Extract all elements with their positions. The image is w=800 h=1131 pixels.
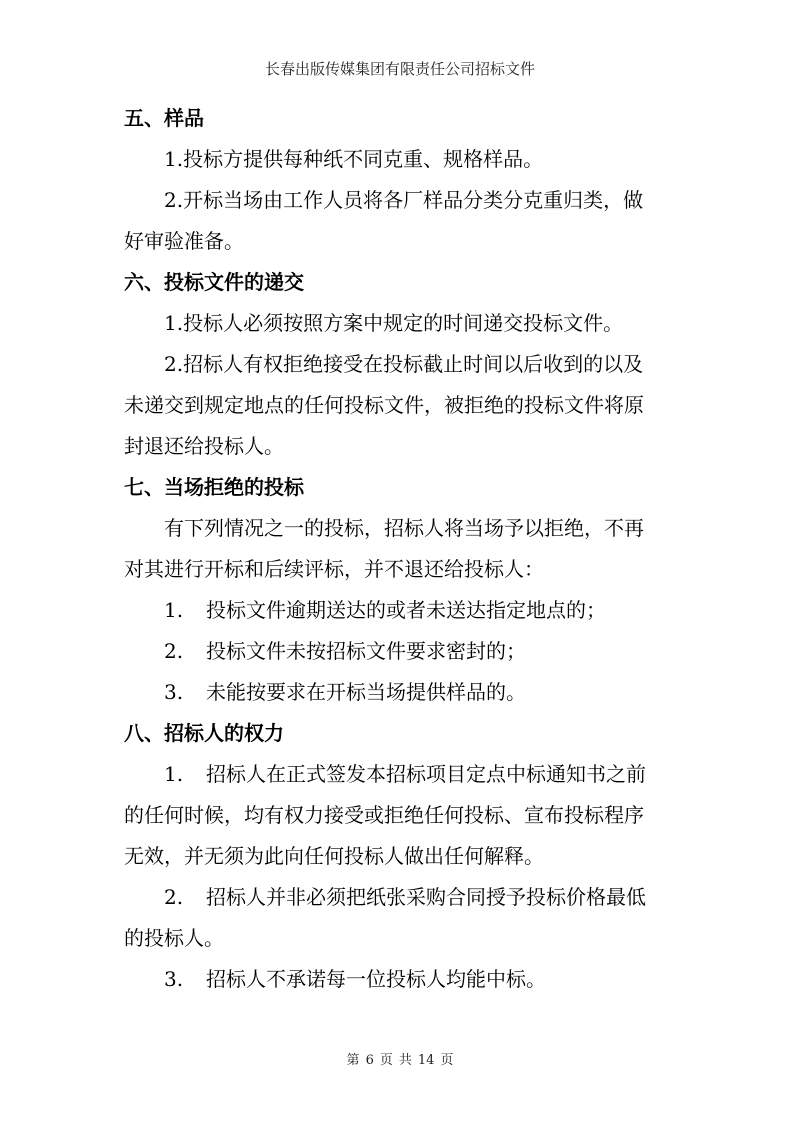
list-item — [124, 590, 684, 631]
paragraph-line: 2.招标人有权拒绝接受在投标截止时间以后收到的以及 — [164, 352, 644, 376]
footer-prefix: 第 — [346, 1053, 360, 1068]
footer-middle: 共 — [398, 1053, 412, 1068]
paragraph-line: 1.投标人必须按照方案中规定的时间递交投标文件。 — [164, 311, 624, 335]
paragraph-line: 好审验准备。 — [124, 229, 244, 253]
list-number: 2. — [164, 639, 184, 663]
paragraph-line: 未递交到规定地点的任何投标文件，被拒绝的投标文件将原 — [124, 393, 644, 417]
page-footer — [0, 1049, 800, 1068]
document-body — [124, 98, 684, 1000]
list-item-text: 投标文件未按招标文件要求密封的； — [206, 639, 526, 663]
footer-page-number: 6 — [365, 1053, 374, 1068]
list-item-text: 未能按要求在开标当场提供样品的。 — [206, 680, 526, 704]
paragraph-line: 对其进行开标和后续评标，并不退还给投标人： — [124, 557, 544, 581]
footer-suffix: 页 — [440, 1053, 454, 1068]
paragraph-line: 有下列情况之一的投标，招标人将当场予以拒绝，不再 — [164, 516, 644, 540]
list-number: 3. — [164, 680, 184, 704]
section-heading-submission: 六、投标文件的递交 — [124, 270, 304, 294]
list-number: 2. — [164, 885, 184, 909]
section-heading-samples: 五、样品 — [124, 106, 204, 130]
paragraph-line: 2.开标当场由工作人员将各厂样品分类分克重归类，做 — [164, 188, 644, 212]
list-item-text: 招标人在正式签发本招标项目定点中标通知书之前 — [206, 762, 646, 786]
list-item — [124, 631, 684, 672]
footer-total-pages: 14 — [417, 1053, 435, 1068]
page-header: 长春出版传媒集团有限责任公司招标文件 — [264, 60, 535, 78]
list-item — [124, 959, 684, 1000]
section-heading-rejection: 七、当场拒绝的投标 — [124, 475, 304, 499]
paragraph-line: 封退还给投标人。 — [124, 434, 284, 458]
list-item-text: 招标人并非必须把纸张采购合同授予投标价格最低 — [206, 885, 646, 909]
paragraph-line: 1.投标方提供每种纸不同克重、规格样品。 — [164, 147, 544, 171]
footer-unit: 页 — [379, 1053, 393, 1068]
paragraph-line: 的投标人。 — [124, 926, 224, 950]
list-number: 1. — [164, 762, 184, 786]
list-item — [124, 672, 684, 713]
list-item — [124, 877, 684, 918]
paragraph-line: 无效，并无须为此向任何投标人做出任何解释。 — [124, 844, 544, 868]
list-number: 1. — [164, 598, 184, 622]
section-heading-rights: 八、招标人的权力 — [124, 721, 284, 745]
list-item-text: 招标人不承诺每一位投标人均能中标。 — [206, 967, 546, 991]
list-item — [124, 754, 684, 795]
paragraph-line: 的任何时候，均有权力接受或拒绝任何投标、宣布投标程序 — [124, 803, 644, 827]
list-item-text: 投标文件逾期送达的或者未送达指定地点的； — [206, 598, 606, 622]
list-number: 3. — [164, 967, 184, 991]
